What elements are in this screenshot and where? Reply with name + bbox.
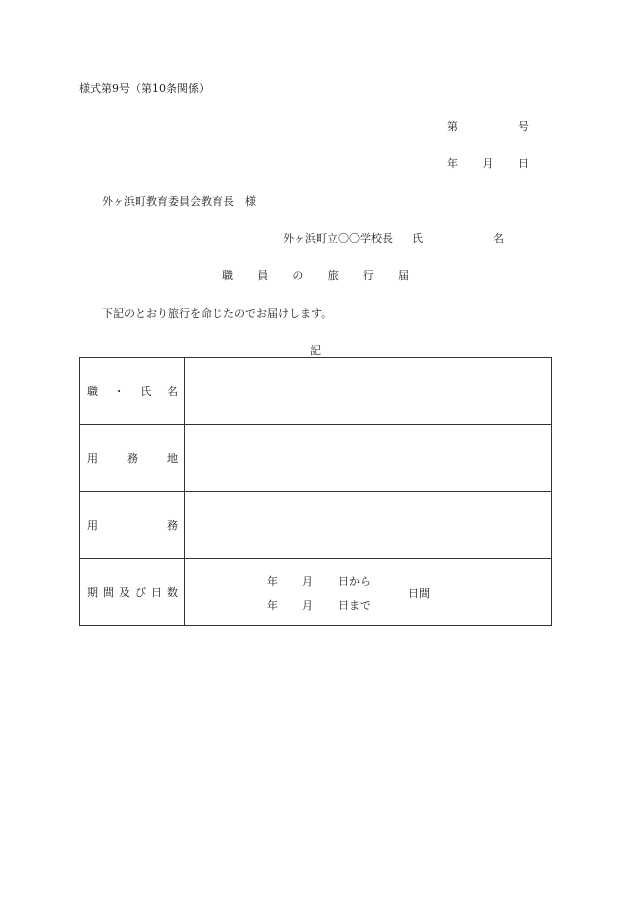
label-char: 及	[119, 586, 130, 599]
label-char: 用	[87, 452, 98, 465]
label-char: 職	[87, 385, 98, 398]
row-label-name	[80, 358, 185, 425]
title-char: 員	[257, 269, 269, 282]
label-char: 日	[151, 586, 162, 599]
label-char: 氏	[140, 385, 152, 398]
date-day: 日	[518, 157, 529, 170]
label-char: 用	[87, 519, 98, 532]
document-number	[447, 118, 529, 134]
name-input-cell[interactable]	[185, 358, 552, 425]
ki-heading: 記	[310, 344, 321, 357]
period-input-cell[interactable]	[185, 559, 552, 626]
destination-input-cell[interactable]	[185, 425, 552, 492]
label-char: 数	[167, 586, 178, 599]
document-number-prefix: 第	[447, 120, 458, 133]
row-label-business	[80, 492, 185, 559]
label-char: 期	[87, 586, 98, 599]
period-to-month: 月	[302, 599, 313, 612]
label-char: ・	[113, 385, 125, 398]
row-label-period	[80, 559, 185, 626]
title-char: 届	[397, 269, 409, 282]
issue-date	[447, 155, 529, 171]
document-number-suffix: 号	[518, 120, 529, 133]
period-from-month: 月	[302, 575, 313, 588]
title-char: の	[292, 269, 304, 282]
document-title	[222, 267, 409, 283]
body-text: 下記のとおり旅行を命じたのでお届けします。	[102, 307, 333, 320]
period-to-year: 年	[267, 599, 278, 612]
table-row	[80, 358, 552, 425]
date-month: 月	[482, 157, 494, 170]
label-char: 務	[167, 519, 178, 532]
period-to-day: 日まで	[338, 599, 371, 612]
business-input-cell[interactable]	[185, 492, 552, 559]
sender-name-left: 氏	[412, 232, 423, 245]
sender-name-right: 名	[493, 232, 504, 245]
table-row	[80, 425, 552, 492]
period-from-year: 年	[267, 575, 278, 588]
label-char: び	[135, 586, 146, 599]
sender-name-field	[412, 230, 504, 246]
title-char: 行	[362, 269, 374, 282]
addressee: 外ヶ浜町教育委員会教育長 様	[102, 195, 256, 208]
travel-form-table	[79, 357, 552, 626]
table-row	[80, 559, 552, 626]
label-char: 務	[127, 452, 138, 465]
title-char: 旅	[327, 269, 339, 282]
label-char: 間	[103, 586, 114, 599]
sender-school: 外ヶ浜町立〇〇学校長	[283, 232, 393, 245]
period-from-day: 日から	[338, 575, 371, 588]
date-year: 年	[447, 157, 458, 170]
period-days: 日間	[408, 587, 430, 600]
label-char: 地	[167, 452, 178, 465]
form-number: 様式第9号（第10条関係）	[79, 82, 210, 95]
row-label-destination	[80, 425, 185, 492]
label-char: 名	[166, 385, 178, 398]
table-row	[80, 492, 552, 559]
title-char: 職	[222, 269, 233, 282]
